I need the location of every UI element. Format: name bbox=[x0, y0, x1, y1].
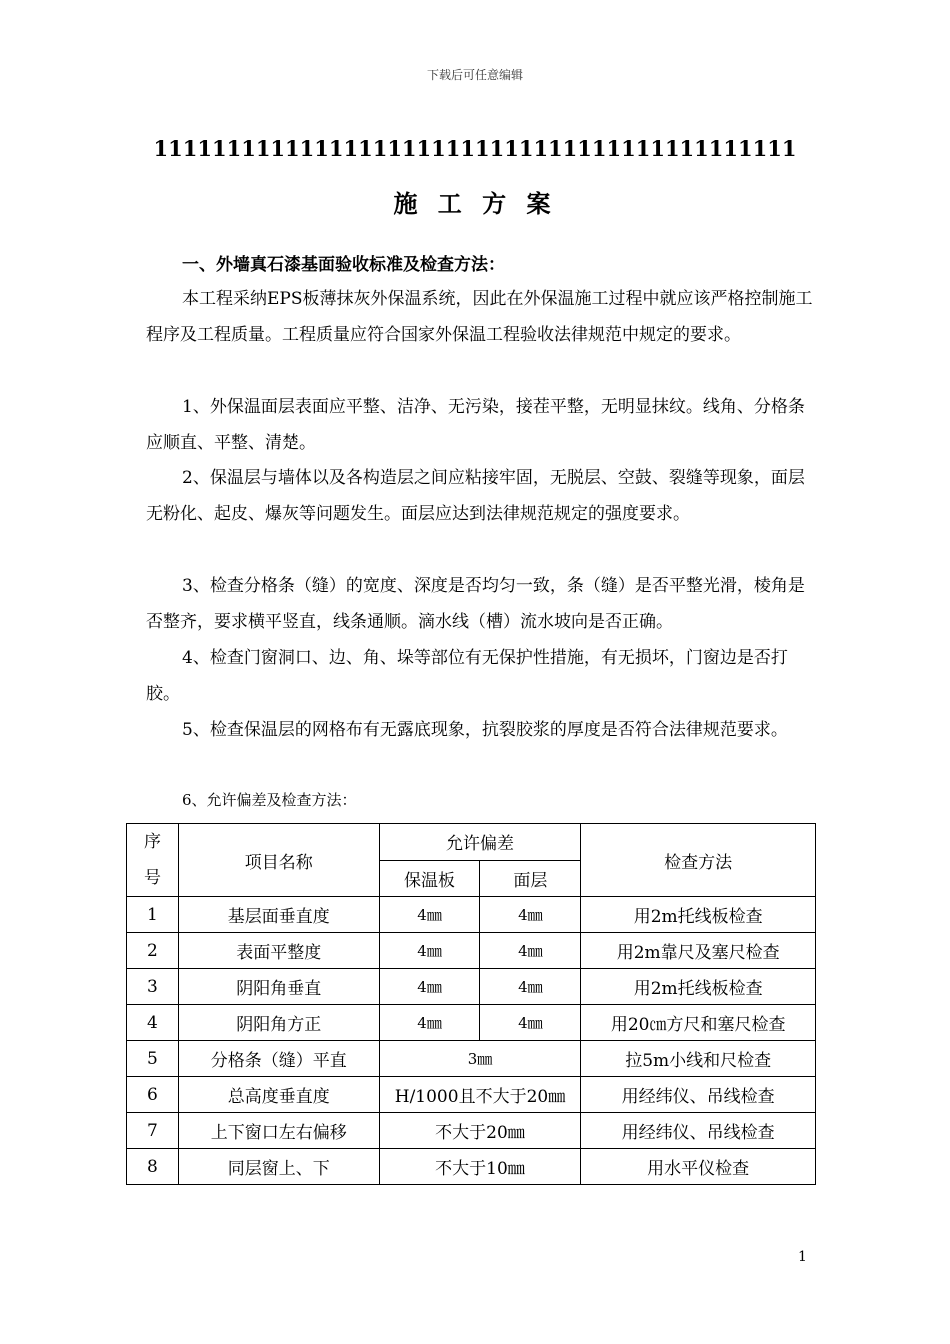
table-row bbox=[127, 897, 816, 933]
paragraph-item-4 bbox=[146, 640, 818, 712]
cell-seq: 4 bbox=[127, 1005, 179, 1041]
document-title: 施 工 方 案 bbox=[393, 189, 557, 218]
cell-item: 总高度垂直度 bbox=[178, 1077, 379, 1113]
paragraph-text: 3、检查分格条（缝）的宽度、深度是否均匀一致，条（缝）是否平整光滑，棱角是否整齐，要求横平竖直，线条通顺。滴水线（槽）流水坡向是否正确。 bbox=[146, 576, 805, 632]
cell-merged-deviation: H/1000且不大于20㎜ bbox=[379, 1077, 581, 1113]
header-allowed: 允许偏差 bbox=[379, 824, 581, 861]
header-method: 检查方法 bbox=[581, 824, 816, 897]
header-note: 下载后可任意编辑 bbox=[426, 68, 523, 82]
cell-board: 4㎜ bbox=[379, 969, 480, 1005]
cell-seq: 3 bbox=[127, 969, 179, 1005]
cell-method: 用经纬仪、吊线检查 bbox=[581, 1077, 816, 1113]
cell-merged-deviation: 不大于10㎜ bbox=[379, 1149, 581, 1185]
cell-item: 表面平整度 bbox=[178, 933, 379, 969]
cell-surface: 4㎜ bbox=[480, 969, 581, 1005]
cell-method: 用2m靠尺及塞尺检查 bbox=[581, 933, 816, 969]
document-title-code: 11111111111111111111111111111111111111111111 bbox=[153, 136, 797, 161]
cell-seq: 8 bbox=[127, 1149, 179, 1185]
cell-method: 拉5m小线和尺检查 bbox=[581, 1041, 816, 1077]
cell-method: 用20㎝方尺和塞尺检查 bbox=[581, 1005, 816, 1041]
cell-item: 基层面垂直度 bbox=[178, 897, 379, 933]
cell-method: 用2m托线板检查 bbox=[581, 969, 816, 1005]
cell-method: 用经纬仪、吊线检查 bbox=[581, 1113, 816, 1149]
cell-item: 同层窗上、下 bbox=[178, 1149, 379, 1185]
cell-merged-deviation: 3㎜ bbox=[379, 1041, 581, 1077]
cell-item: 阴阳角垂直 bbox=[178, 969, 379, 1005]
cell-surface: 4㎜ bbox=[480, 933, 581, 969]
cell-item: 阴阳角方正 bbox=[178, 1005, 379, 1041]
cell-surface: 4㎜ bbox=[480, 897, 581, 933]
table-row bbox=[127, 1113, 816, 1149]
cell-seq: 2 bbox=[127, 933, 179, 969]
table-row bbox=[127, 969, 816, 1005]
table-row bbox=[127, 1149, 816, 1185]
cell-item: 分格条（缝）平直 bbox=[178, 1041, 379, 1077]
paragraph-intro bbox=[146, 281, 818, 353]
header-item: 项目名称 bbox=[178, 824, 379, 897]
cell-seq: 1 bbox=[127, 897, 179, 933]
paragraph-item-5 bbox=[146, 712, 818, 748]
section-heading: 一、外墙真石漆基面验收标准及检查方法： bbox=[182, 255, 505, 275]
cell-board: 4㎜ bbox=[379, 1005, 480, 1041]
header-seq-line2: 号 bbox=[143, 868, 161, 888]
paragraph-item-3 bbox=[146, 568, 818, 640]
table-header-row bbox=[127, 824, 816, 861]
header-board: 保温板 bbox=[379, 860, 480, 897]
paragraph-text: 2、保温层与墙体以及各构造层之间应粘接牢固，无脱层、空鼓、裂缝等现象，面层无粉化、起皮、爆灰等问题发生。面层应达到法律规范规定的强度要求。 bbox=[146, 468, 805, 524]
table-row bbox=[127, 1077, 816, 1113]
paragraph-text: 4、检查门窗洞口、边、角、垛等部位有无保护性措施，有无损坏，门窗边是否打胶。 bbox=[146, 648, 788, 704]
table-row bbox=[127, 1005, 816, 1041]
cell-merged-deviation: 不大于20㎜ bbox=[379, 1113, 581, 1149]
cell-seq: 7 bbox=[127, 1113, 179, 1149]
cell-surface: 4㎜ bbox=[480, 1005, 581, 1041]
table-caption: 6、允许偏差及检查方法： bbox=[182, 791, 357, 809]
page-number: 1 bbox=[798, 1249, 807, 1265]
cell-method: 用水平仪检查 bbox=[581, 1149, 816, 1185]
paragraph-item-2 bbox=[146, 460, 818, 532]
header-seq-line1: 序 bbox=[143, 832, 161, 852]
paragraph-text: 1、外保温面层表面应平整、洁净、无污染，接茬平整，无明显抹纹。线角、分格条应顺直、平整、清楚。 bbox=[146, 397, 805, 453]
header-surface: 面层 bbox=[480, 860, 581, 897]
paragraph-text: 本工程采纳EPS板薄抹灰外保温系统，因此在外保温施工过程中就应该严格控制施工程序及工程质量。工程质量应符合国家外保温工程验收法律规范中规定的要求。 bbox=[146, 289, 813, 345]
deviation-table bbox=[126, 823, 816, 1185]
paragraph-text: 5、检查保温层的网格布有无露底现象，抗裂胶浆的厚度是否符合法律规范要求。 bbox=[182, 720, 788, 740]
cell-item: 上下窗口左右偏移 bbox=[178, 1113, 379, 1149]
cell-board: 4㎜ bbox=[379, 933, 480, 969]
header-seq bbox=[127, 824, 179, 897]
cell-seq: 6 bbox=[127, 1077, 179, 1113]
cell-board: 4㎜ bbox=[379, 897, 480, 933]
paragraph-item-1 bbox=[146, 389, 818, 461]
cell-method: 用2m托线板检查 bbox=[581, 897, 816, 933]
cell-seq: 5 bbox=[127, 1041, 179, 1077]
table-row bbox=[127, 933, 816, 969]
table-row bbox=[127, 1041, 816, 1077]
